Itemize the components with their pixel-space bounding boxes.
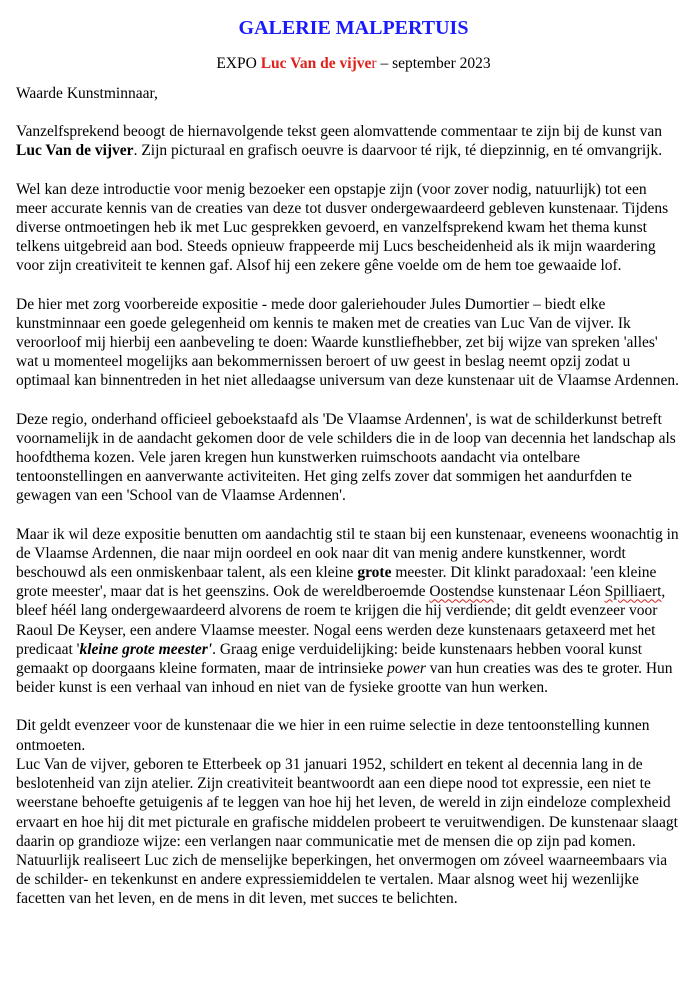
paragraph-7: Luc Van de vijver, geboren te Etterbeek op 31 januari 1952, schildert en tekent al decennia lang in de beslotenheid van zijn atelier. Zijn creativiteit beantwoordt aan een diepe nood tot expressie, een niet te weerstane behoefte getuigenis af te leggen van hoe hij het leven, de wereld in zijn eindeloze complexheid ervaart en hoe hij dit met picturale en grafische middelen probeert te veruitwendigen. De kunstenaar slaagt daarin op grandioze wijze: een verlangen naar communicatie met de mensen die op zijn pad komen. Natuurlijk realiseert Luc zich de menselijke beperkingen, het onvermogen om zóveel waarneembaars via de schilder- en tekenkunst en andere expressiemiddelen te vertalen. Maar alsnog weet hij wezenlijke facetten van het leven, en de mens in dit leven, met succes te belichten. xyxy=(16,755,678,908)
paragraph-1 xyxy=(16,122,691,160)
expo-line xyxy=(16,54,691,74)
paragraph-2: Wel kan deze introductie voor menig bezoeker een opstapje zijn (voor zover nodig, natuurlijk) tot een meer accurate kennis van de creaties van deze tot dusver ondergewaardeerd gebleven kunstenaar. Tijdens diverse ontmoetingen heb ik met Luc gesprekken gevoerd, en vanzelfsprekend kwam het thema kunst telkens uitgebreid aan bod. Steeds opnieuw frappeerde mij Lucs bescheidenheid als ik mijn waardering voor zijn creativiteit te kennen gaf. Alsof hij een zekere gêne voelde om de hem toe gewaaide lof. xyxy=(16,180,669,275)
gallery-title: GALERIE MALPERTUIS xyxy=(238,17,469,39)
grote-bold: grote xyxy=(357,564,392,582)
paragraph-3: De hier met zorg voorbereide expositie - mede door galeriehouder Jules Dumortier – biedt elke kunstminnaar een goede gelegenheid om kennis te maken met de creaties van Luc Van de vijver. Ik veroorloof mij hierbij een aanbeveling te doen: Waarde kunstliefhebber, zet bij wijze van spreken 'alles' wat u momenteel mogelijks aan bekommernissen beroert of uw geest in beslag neemt opzij zodat u optimaal kan binnentreden in het niet alledaagse universum van deze kunstenaar uit de Vlaamse Ardennen. xyxy=(16,295,679,390)
salutation: Waarde Kunstminnaar, xyxy=(16,85,158,102)
paragraph-1-text-a: Vanzelfsprekend beoogt de hiernavolgende tekst geen alomvattende commentaar te zijn bij de kunst van xyxy=(16,123,663,141)
spellcheck-word-spilliaert: Spilliaert xyxy=(604,583,662,601)
paragraph-5 xyxy=(16,525,691,698)
kleine-grote-meester-emphasis: kleine grote meester' xyxy=(79,640,213,658)
paragraph-4: Deze regio, onderhand officieel geboekstaafd als 'De Vlaamse Ardennen', is wat de schilderkunst betreft voornamelijk in de aandacht gekomen door de vele schilders die in de loop van decennia het landschap als hoofdthema kozen. Vele jaren kregen hun kunstwerken ruimschoots aandacht via ontelbare tentoonstellingen en aanverwante activiteiten. Het ging zelfs zover dat sommigen het aandurfden te gewagen van een 'School van de Vlaamse Ardennen'. xyxy=(16,410,676,505)
expo-date: – september 2023 xyxy=(376,55,491,72)
power-italic: power xyxy=(387,660,426,678)
paragraph-5-text-d: , bleef héél lang ondergewaardeerd alvorens de roem te krijgen die hij verdiende; dit geldt evenzeer voor Raoul De Keyser, een andere Vlaamse meester. Nogal eens werden deze kunstenaars getaxeerd met het predicaat ' xyxy=(16,583,666,658)
paragraph-5-text-e: . Graag enige verduidelijking: beide kunstenaars hebben vooral kunst gemaakt op doorgaans kleine formaten, maar de intrinsieke xyxy=(16,640,643,678)
spellcheck-word-oostendse: Oostendse xyxy=(429,583,494,601)
paragraph-5-text-b: meester. Dit klinkt paradoxaal: 'een kleine grote meester', maar dat is het geenszins. Ook de wereldberoemde xyxy=(16,564,657,601)
paragraph-5-text-c: kunstenaar Léon xyxy=(493,583,605,601)
artist-name-bold: Luc Van de vijver xyxy=(16,142,134,160)
paragraph-6: Dit geldt evenzeer voor de kunstenaar die we hier in een ruime selectie in deze tentoonstelling kunnen ontmoeten. xyxy=(16,717,650,754)
paragraph-5-text-a: Maar ik wil deze expositie benutten om aandachtig stil te staan bij een kunstenaar, eveneens woonachtig in de Vlaamse Ardennen, die naar mijn oordeel en ook naar dit van menig andere kunstkenner, wordt beschouwd als een onmiskenbaar talent, als een kleine xyxy=(16,525,679,582)
expo-artist-name-last: r xyxy=(371,55,377,72)
expo-prefix: EXPO xyxy=(216,55,261,72)
paragraph-5-text-f: van hun creaties was des te groter. Hun beider kunst is een verhaal van inhoud en niet van de fysieke grootte van hun werken. xyxy=(16,660,673,697)
paragraph-1-text-b: . Zijn picturaal en grafisch oeuvre is daarvoor té rijk, té diepzinnig, en té omvangrijk. xyxy=(133,142,663,160)
expo-artist-name: Luc Van de vijve xyxy=(260,55,372,72)
